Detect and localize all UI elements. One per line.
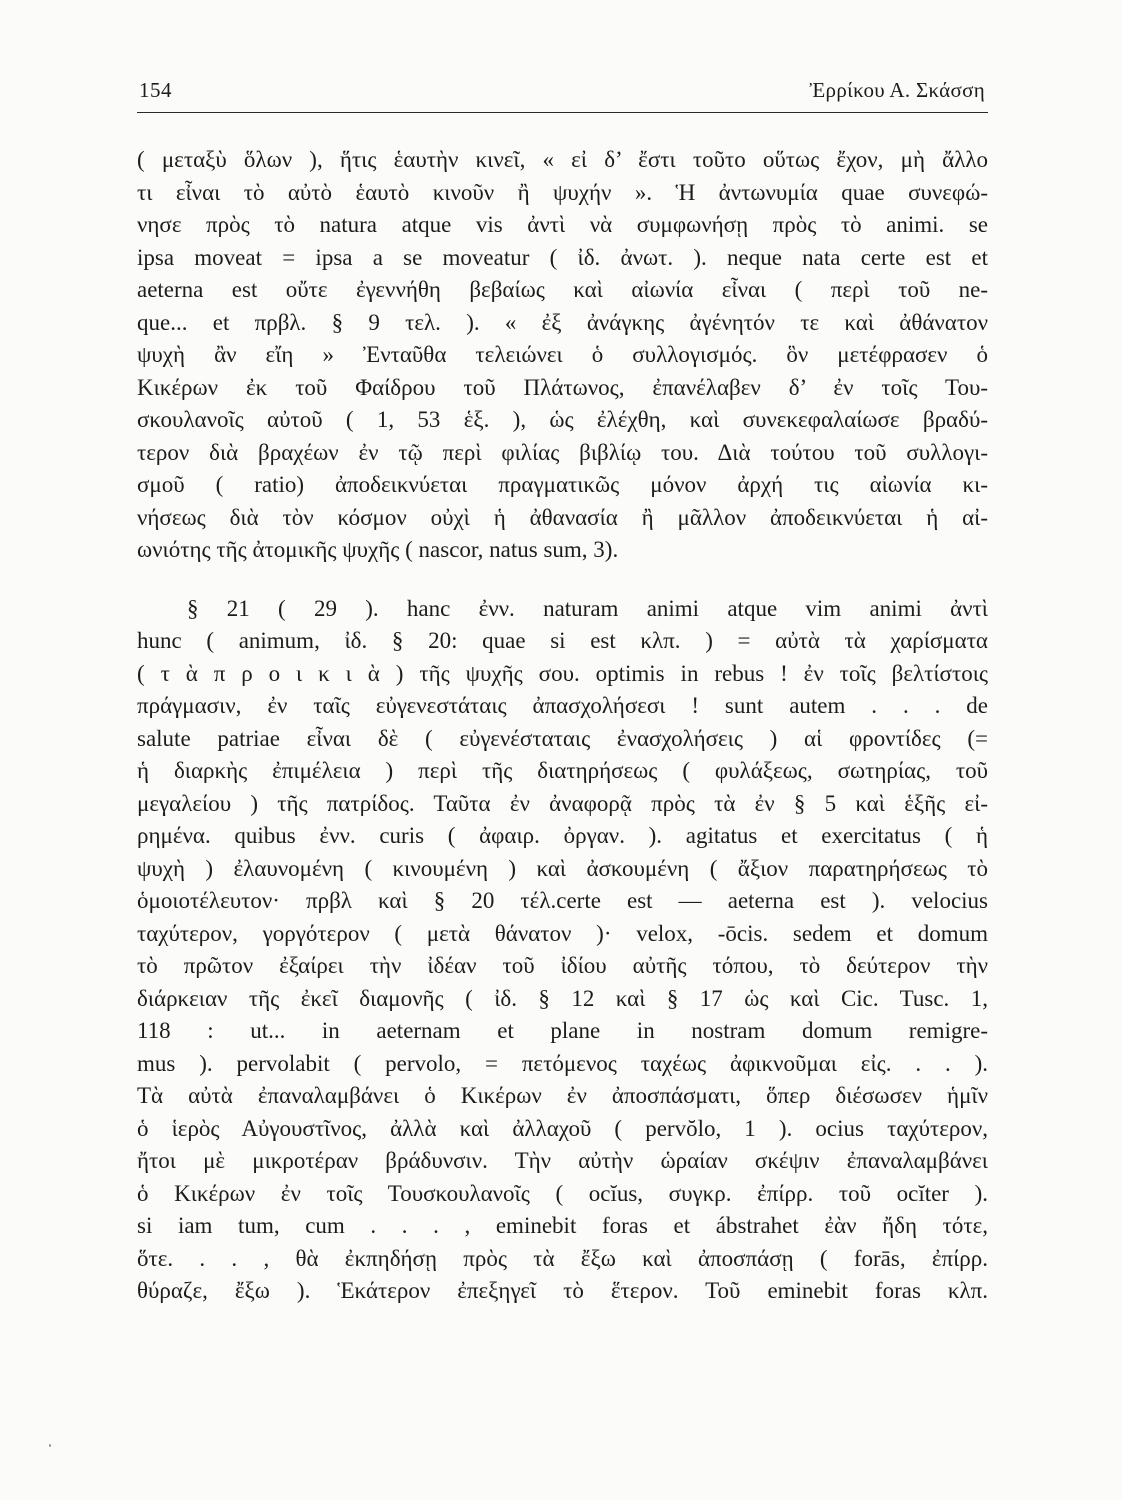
text-line: πράγμασιν, ἐν ταῖς εὐγενεστάταις ἀπασχολήσεσι ! sunt autem . . . de <box>137 693 988 718</box>
running-head <box>137 72 987 106</box>
text-line: τερον διὰ βραχέων ἐν τῷ περὶ φιλίας βιβλίῳ του. Διὰ τούτου τοῦ συλλογι- <box>137 439 988 465</box>
text-line: ὁ ἱερὸς Αὐγουστῖνος, ἀλλὰ καὶ ἀλλαχοῦ ( pervŏlo, 1 ). ocius ταχύτερον, <box>137 1115 988 1141</box>
text-line: τὸ πρῶτον ἐξαίρει τὴν ἰδέαν τοῦ ἰδίου αὐτῆς τόπου, τὸ δεύτερον τὴν <box>137 953 988 978</box>
text-line: νήσεως διὰ τὸν κόσμον οὐχὶ ἡ ἀθανασία ἢ μᾶλλον ἀποδεικνύεται ἡ αἰ- <box>137 504 988 530</box>
header-rule <box>137 112 988 113</box>
text-line: μεγαλείου ) τῆς πατρίδος. Ταῦτα ἐν ἀναφορᾷ πρὸς τὰ ἐν § 5 καὶ ἑξῆς εἰ- <box>137 790 988 816</box>
text-line: θύραζε, ἔξω ). Ἑκάτερον ἐπεξηγεῖ τὸ ἕτερον. Τοῦ eminebit foras κλπ. <box>137 1278 988 1303</box>
text-line: σκουλανοῖς αὐτοῦ ( 1, 53 ἑξ. ), ὡς ἐλέχθη, καὶ συνεκεφαλαίωσε βραδύ- <box>137 407 988 432</box>
text-line: si iam tum, cum . . . , eminebit foras et ábstrahet ἐὰν ἤδη τότε, <box>137 1213 988 1238</box>
text-line: que... et πρβλ. § 9 τελ. ). « ἐξ ἀνάγκης ἀγένητόν τε καὶ ἀθάνατον <box>137 309 988 335</box>
text-line: ἤτοι μὲ μικροτέραν βράδυνσιν. Τὴν αὐτὴν ὡραίαν σκέψιν ἐπαναλαμβάνει <box>137 1148 988 1173</box>
paragraph-section-21 <box>137 593 988 1308</box>
text-line: § 21 ( 29 ). hanc ἐνν. naturam animi atque vim animi ἀντὶ <box>187 595 988 621</box>
page-number: 154 <box>139 78 172 102</box>
text-line: ρημένα. quibus ἐνν. curis ( ἀφαιρ. ὀργαν. ). agitatus et exercitatus ( ἡ <box>137 823 988 848</box>
running-title: Ἐρρίκου Α. Σκάσση <box>809 78 985 102</box>
text-line: Τὰ αὐτὰ ἐπαναλαμβάνει ὁ Κικέρων ἐν ἀποσπάσματι, ὅπερ διέσωσεν ἡμῖν <box>137 1083 988 1108</box>
text-line: σμοῦ ( ratio) ἀποδεικνύεται πραγματικῶς μόνον ἀρχή τις αἰωνία κι- <box>137 472 988 497</box>
text-line: salute patriae εἶναι δὲ ( εὐγενέσταταις ἐνασχολήσεις ) αἱ φροντίδες (= <box>137 725 988 751</box>
body-text <box>137 144 988 1308</box>
text-line: ωνιότης τῆς ἀτομικῆς ψυχῆς ( nascor, natus sum, 3). <box>137 537 619 562</box>
text-line: ipsa moveat = ipsa a se moveatur ( ἰδ. ἀνωτ. ). neque nata certe est et <box>137 244 988 270</box>
text-line: Κικέρων ἐκ τοῦ Φαίδρου τοῦ Πλάτωνος, ἐπανέλαβεν δ’ ἐν τοῖς Του- <box>137 374 988 400</box>
text-line: ( μεταξὺ ὅλων ), ἥτις ἑαυτὴν κινεῖ, « εἰ δ’ ἔστι τοῦτο οὕτως ἔχον, μὴ ἄλλο <box>137 147 988 172</box>
text-line: ( τ ὰ π ρ ο ι κ ι ὰ ) τῆς ψυχῆς σου. optimis in rebus ! ἐν τοῖς βελτίστοις <box>137 660 988 686</box>
paper-speck <box>49 1444 51 1447</box>
paragraph-commentary-cont <box>137 144 988 567</box>
text-line: ψυχὴ ) ἐλαυνομένη ( κινουμένη ) καὶ ἀσκουμένη ( ἄξιον παρατηρήσεως τὸ <box>137 855 988 881</box>
text-line: ὅτε. . . , θὰ ἐκπηδήσῃ πρὸς τὰ ἔξω καὶ ἀποσπάσῃ ( forās, ἐπίρρ. <box>137 1245 988 1271</box>
paragraph-gap <box>137 567 988 593</box>
text-line: ὁμοιοτέλευτον· πρβλ καὶ § 20 τέλ.certe est — aeterna est ). velocius <box>137 888 988 913</box>
text-line: ἡ διαρκὴς ἐπιμέλεια ) περὶ τῆς διατηρήσεως ( φυλάξεως, σωτηρίας, τοῦ <box>137 758 988 783</box>
text-line: διάρκειαν τῆς ἐκεῖ διαμονῆς ( ἰδ. § 12 καὶ § 17 ὡς καὶ Cic. Tusc. 1, <box>137 985 988 1011</box>
text-line: ταχύτερον, γοργότερον ( μετὰ θάνατον )· velox, -ōcis. sedem et domum <box>137 920 988 946</box>
text-line: mus ). pervolabit ( pervolo, = πετόμενος ταχέως ἀφικνοῦμαι εἰς. . . ). <box>137 1050 988 1076</box>
text-line: aeterna est οὔτε ἐγεννήθη βεβαίως καὶ αἰωνία εἶναι ( περὶ τοῦ ne- <box>137 277 988 302</box>
text-line: ὁ Κικέρων ἐν τοῖς Τουσκουλανοῖς ( ocĭus, συγκρ. ἐπίρρ. τοῦ ocĭter ). <box>137 1180 988 1206</box>
text-line: ψυχὴ ἂν εἴη » Ἐνταῦθα τελειώνει ὁ συλλογισμός. ὃν μετέφρασεν ὁ <box>137 342 988 367</box>
text-line: 118 : ut... in aeternam et plane in nostram domum remigre- <box>137 1018 988 1043</box>
text-line: hunc ( animum, ἰδ. § 20: quae si est κλπ. ) = αὐτὰ τὰ χαρίσματα <box>137 628 988 653</box>
text-line: τι εἶναι τὸ αὐτὸ ἑαυτὸ κινοῦν ἢ ψυχήν ». Ἡ ἀντωνυμία quae συνεφώ- <box>137 179 988 205</box>
text-line: νησε πρὸς τὸ natura atque vis ἀντὶ νὰ συμφωνήσῃ πρὸς τὸ animi. se <box>137 212 988 237</box>
